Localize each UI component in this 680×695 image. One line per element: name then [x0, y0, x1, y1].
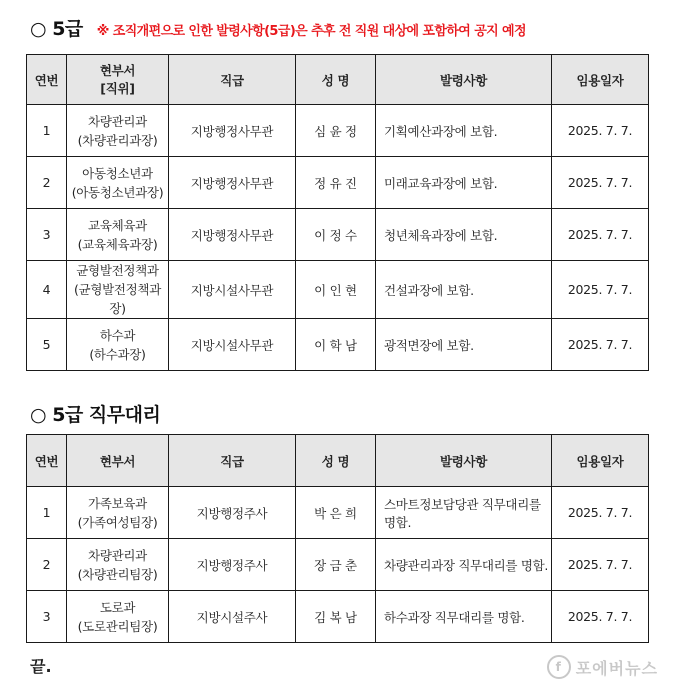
dept-name: 도로과	[99, 599, 136, 615]
table-row	[27, 539, 649, 591]
cell-no: 4	[27, 261, 67, 319]
cell-dept	[67, 261, 169, 319]
header-no: 연번	[27, 55, 67, 105]
cell-action: 스마트정보담당관 직무대리를 명함.	[376, 487, 552, 539]
header-dept-line2: [직위]	[100, 80, 135, 96]
appointment-table-acting	[26, 434, 649, 643]
dept-name: 하수과	[99, 327, 136, 343]
dept-position: (차량관리팀장)	[77, 566, 158, 582]
dept-name: 차량관리과	[88, 547, 147, 563]
table-row	[27, 105, 649, 157]
cell-name: 이 정 수	[296, 209, 376, 261]
cell-no: 2	[27, 539, 67, 591]
header-action: 발령사항	[376, 435, 552, 487]
cell-name: 이 인 현	[296, 261, 376, 319]
cell-date: 2025. 7. 7.	[552, 591, 649, 643]
cell-grade: 지방행정사무관	[169, 209, 296, 261]
cell-no: 3	[27, 209, 67, 261]
cell-date: 2025. 7. 7.	[552, 319, 649, 371]
cell-dept	[67, 105, 169, 157]
table-header-row	[27, 435, 649, 487]
header-name: 성 명	[296, 435, 376, 487]
header-name: 성 명	[296, 55, 376, 105]
cell-grade: 지방시설사무관	[169, 261, 296, 319]
header-grade: 직급	[169, 55, 296, 105]
cell-dept	[67, 487, 169, 539]
cell-dept	[67, 539, 169, 591]
cell-grade: 지방시설주사	[169, 591, 296, 643]
header-grade: 직급	[169, 435, 296, 487]
table-row	[27, 209, 649, 261]
header-no: 연번	[27, 435, 67, 487]
cell-dept	[67, 157, 169, 209]
table-row	[27, 319, 649, 371]
table-row	[27, 487, 649, 539]
cell-action: 건설과장에 보함.	[376, 261, 552, 319]
cell-name: 이 학 남	[296, 319, 376, 371]
cell-name: 심 윤 정	[296, 105, 376, 157]
header-action: 발령사항	[376, 55, 552, 105]
dept-name: 가족보육과	[88, 495, 147, 511]
appointment-table-grade5	[26, 54, 649, 371]
cell-date: 2025. 7. 7.	[552, 209, 649, 261]
cell-name: 박 은 희	[296, 487, 376, 539]
cell-no: 1	[27, 105, 67, 157]
section1-heading-row	[30, 14, 526, 41]
f-logo-icon: f	[547, 655, 571, 679]
dept-position: (교육체육과장)	[77, 236, 158, 252]
cell-grade: 지방시설사무관	[169, 319, 296, 371]
section1-note: ※ 조직개편으로 인한 발령사항(5급)은 추후 전 직원 대상에 포함하여 공지 예정	[96, 24, 526, 39]
cell-dept	[67, 319, 169, 371]
cell-name: 장 금 춘	[296, 539, 376, 591]
dept-position: (균형발전정책과장)	[73, 282, 161, 316]
dept-position: (하수과장)	[89, 346, 146, 362]
table-row	[27, 157, 649, 209]
cell-name: 김 복 남	[296, 591, 376, 643]
header-dept: 현부서	[67, 435, 169, 487]
cell-date: 2025. 7. 7.	[552, 261, 649, 319]
cell-no: 1	[27, 487, 67, 539]
cell-date: 2025. 7. 7.	[552, 487, 649, 539]
dept-position: (가족여성팀장)	[77, 514, 158, 530]
cell-dept	[67, 209, 169, 261]
table-header-row	[27, 55, 649, 105]
dept-position: (도로관리팀장)	[77, 618, 158, 634]
header-dept-line1: 현부서	[99, 62, 136, 78]
cell-date: 2025. 7. 7.	[552, 105, 649, 157]
cell-name: 정 유 진	[296, 157, 376, 209]
cell-grade: 지방행정주사	[169, 539, 296, 591]
cell-grade: 지방행정사무관	[169, 157, 296, 209]
cell-dept	[67, 591, 169, 643]
header-date: 임용일자	[552, 55, 649, 105]
cell-grade: 지방행정주사	[169, 487, 296, 539]
cell-action: 하수과장 직무대리를 명함.	[376, 591, 552, 643]
section1-heading: ○ 5급	[30, 18, 83, 40]
end-mark: 끝.	[30, 657, 52, 676]
table-row	[27, 591, 649, 643]
dept-position: (아동청소년과장)	[71, 184, 164, 200]
dept-name: 교육체육과	[88, 217, 147, 233]
table-row	[27, 261, 649, 319]
cell-no: 5	[27, 319, 67, 371]
dept-name: 아동청소년과	[82, 165, 153, 181]
watermark	[547, 655, 658, 679]
cell-action: 광적면장에 보함.	[376, 319, 552, 371]
watermark-text: 포에버뉴스	[575, 658, 658, 678]
cell-date: 2025. 7. 7.	[552, 539, 649, 591]
cell-action: 차량관리과장 직무대리를 명함.	[376, 539, 552, 591]
cell-no: 3	[27, 591, 67, 643]
dept-position: (차량관리과장)	[77, 132, 158, 148]
dept-name: 차량관리과	[88, 113, 147, 129]
cell-action: 미래교육과장에 보함.	[376, 157, 552, 209]
header-date: 임용일자	[552, 435, 649, 487]
cell-grade: 지방행정사무관	[169, 105, 296, 157]
section2-heading: ○ 5급 직무대리	[30, 404, 161, 426]
cell-action: 청년체육과장에 보함.	[376, 209, 552, 261]
cell-action: 기획예산과장에 보함.	[376, 105, 552, 157]
dept-name: 균형발전정책과	[76, 263, 159, 278]
cell-date: 2025. 7. 7.	[552, 157, 649, 209]
cell-no: 2	[27, 157, 67, 209]
section2-heading-row	[30, 400, 160, 427]
header-dept	[67, 55, 169, 105]
